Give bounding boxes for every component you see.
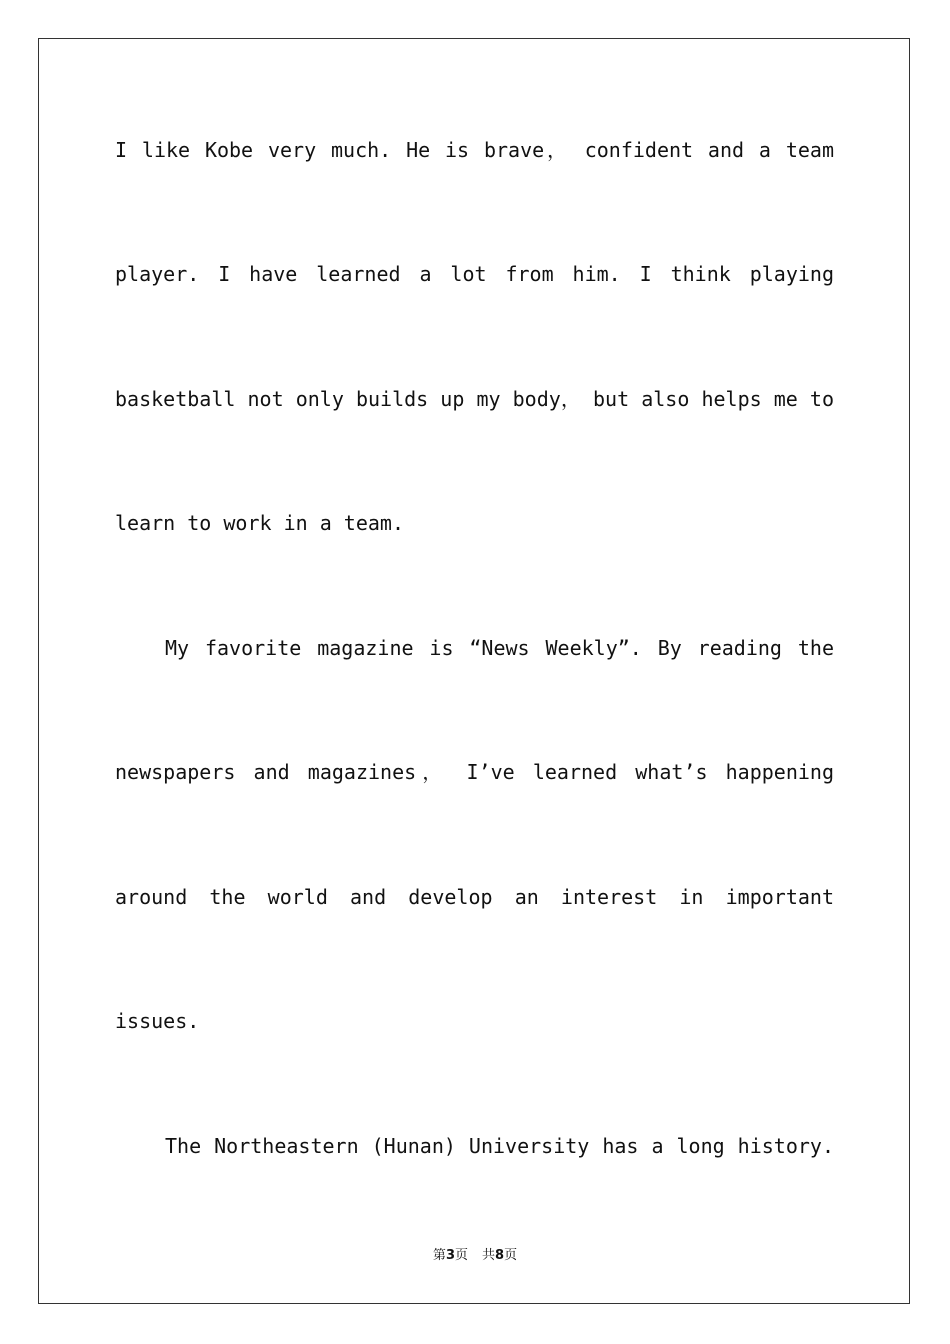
body-line-7: around the world and develop an interest in important xyxy=(115,885,834,909)
footer-total-suffix: 页 xyxy=(504,1248,518,1263)
body-line-6: newspapers and magazines， I’ve learned what’s happening xyxy=(115,760,834,784)
body-line-1: I like Kobe very much. He is brave， confident and a team xyxy=(115,138,834,162)
body-line-8: issues. xyxy=(115,1009,200,1033)
body-line-2: player. I have learned a lot from him. I think playing xyxy=(115,262,834,286)
footer-total-prefix: 共 xyxy=(482,1248,496,1263)
footer-page-current: 3 xyxy=(445,1248,455,1263)
page-footer xyxy=(0,1247,950,1265)
footer-page-prefix: 第 xyxy=(432,1248,446,1263)
body-line-9: The Northeastern (Hunan) University has a long history. xyxy=(165,1134,834,1158)
body-line-5: My favorite magazine is “News Weekly”. By reading the xyxy=(165,636,834,660)
body-line-4: learn to work in a team. xyxy=(115,511,404,535)
footer-page-suffix: 页 xyxy=(454,1248,468,1263)
body-line-3: basketball not only builds up my body， but also helps me to xyxy=(115,387,834,411)
page-frame xyxy=(38,38,910,1304)
footer-page-total: 8 xyxy=(495,1248,505,1263)
